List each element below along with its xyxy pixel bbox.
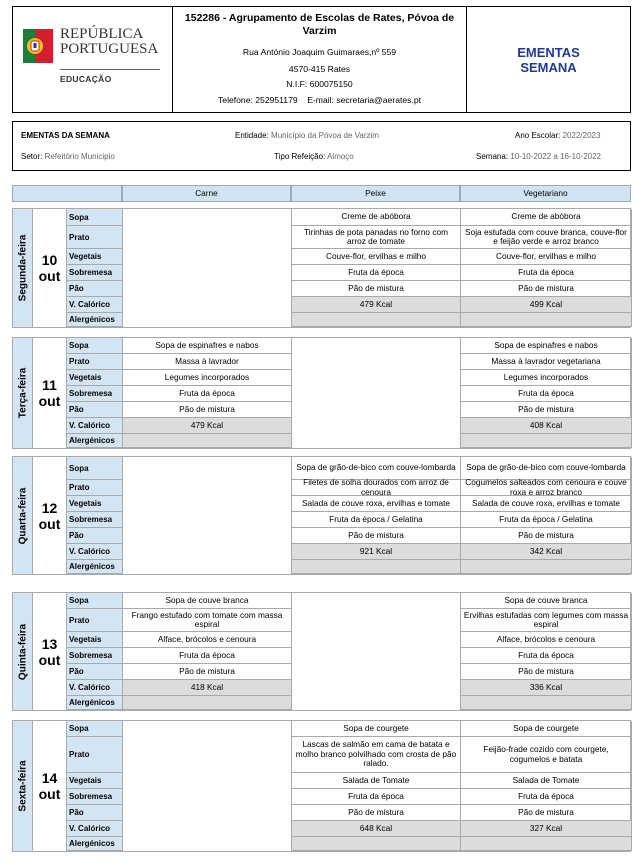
category-label: Pão [67,402,123,418]
menu-cell: Salada de couve roxa, ervilhas e tomate [461,496,632,512]
doc-title-line1: EMENTAS [517,44,580,60]
day-block [12,720,631,852]
category-label: Pão [67,281,123,297]
entidade-label: Entidade: [235,131,269,140]
category-label: Pão [67,805,123,821]
menu-cell: Sopa de espinafres e nabos [461,338,632,354]
category-label: Sobremesa [67,386,123,402]
setor-label: Setor: [21,152,43,161]
day-number: 12 [41,499,58,516]
menu-cell: Alface, brócolos e cenoura [461,632,632,648]
category-label: V. Calórico [67,418,123,434]
menu-cell: Legumes incorporados [461,370,632,386]
col-veg-label: Vegetariano [523,188,568,198]
day-number: 10 [41,252,58,268]
category-label: Alergénicos [67,313,123,327]
day-number: 13 [41,635,58,652]
doc-title-line2: SEMANA [520,59,577,75]
school-name: 152286 - Agrupamento de Escolas de Rates, Póvoa de Varzim [184,12,455,37]
menu-cell: Fruta da época [123,648,292,664]
empty-column [292,593,461,710]
col-peixe-label: Peixe [365,188,386,198]
menu-cell [123,434,292,448]
col-header-vegetariano [460,185,631,202]
menu-cell: 648 Kcal [292,821,461,837]
empty-column [123,721,292,851]
menu-cell: Fruta da época / Gelatina [461,512,632,528]
menu-cell: Pão de mistura [461,805,632,821]
menu-cell: Creme de abóbora [292,209,461,226]
menu-cell: Sopa de grão-de-bico com couve-lombarda [292,457,461,480]
menu-cell: 418 Kcal [123,680,292,696]
menu-cell: 921 Kcal [292,544,461,560]
menu-cell: Pão de mistura [123,402,292,418]
menu-cell: Sopa de couve branca [461,593,632,609]
logo-sub: EDUCAÇÃO [60,74,112,84]
menu-cell [292,313,461,327]
category-label: Sopa [67,593,123,609]
menu-cell [292,560,461,574]
menu-cell: Sopa de espinafres e nabos [123,338,292,354]
menu-cell: Fruta da época [461,386,632,402]
ano-label: Ano Escolar: [515,131,561,140]
col-header-blank [12,185,122,202]
menu-cell: Salada de Tomate [292,773,461,789]
day-month: out [38,651,61,668]
menu-cell: Couve-flor, ervilhas e milho [461,249,632,265]
category-label: Vegetais [67,632,123,648]
menu-cell: Fruta da época [292,265,461,281]
empty-column [123,457,292,574]
day-date [33,593,67,710]
entidade-value: Município da Póvoa de Varzim [271,131,379,140]
menu-cell: Ervilhas estufadas com legumes com massa espiral [461,609,632,632]
empty-column [123,209,292,327]
menu-cell: Pão de mistura [292,805,461,821]
menu-cell: Legumes incorporados [123,370,292,386]
menu-cell: Lascas de salmão em cama de batata e molho branco polvilhado com crosta de pão ralado. [292,737,461,773]
menu-cell [123,696,292,710]
category-label: Vegetais [67,370,123,386]
menu-cell: Salada de couve roxa, ervilhas e tomate [292,496,461,512]
category-label: Sobremesa [67,789,123,805]
menu-cell [461,837,632,851]
menu-cell: Pão de mistura [461,664,632,680]
day-name [13,721,33,851]
menu-cell: Feijão-frade cozido com courgete, cogumelos e batata [461,737,632,773]
category-label: Prato [67,737,123,773]
day-name [13,209,33,327]
category-label: V. Calórico [67,544,123,560]
empty-column [292,338,461,448]
category-label: Sopa [67,338,123,354]
menu-cell: Massa à lavrador [123,354,292,370]
category-label: Pão [67,664,123,680]
category-label: V. Calórico [67,680,123,696]
semana-label: Semana: [476,152,509,161]
logo-line2: PORTUGUESA [60,41,159,57]
menu-cell: Fruta da época [292,789,461,805]
day-name-label: Sexta-feira [17,760,28,812]
menu-cell [292,837,461,851]
menu-cell: 479 Kcal [292,297,461,313]
day-date [33,721,67,851]
doc-title [467,7,630,112]
category-label: Vegetais [67,773,123,789]
menu-cell: Salada de Tomate [461,773,632,789]
category-label: Alergénicos [67,560,123,574]
semana-value: 10-10-2022 a 16-10-2022 [510,152,602,161]
ano-value: 2022/2023 [562,131,601,140]
menu-cell: Sopa de courgete [292,721,461,737]
day-name [13,593,33,710]
menu-cell: Fruta da época [123,386,292,402]
setor-value: Refeitório Municipio [44,152,115,161]
menu-cell: 336 Kcal [461,680,632,696]
menu-cell: Fruta da época / Gelatina [292,512,461,528]
day-date [33,457,67,574]
menu-cell: Creme de abóbora [461,209,632,226]
category-label: Sobremesa [67,512,123,528]
menu-cell: 327 Kcal [461,821,632,837]
category-label: Sopa [67,721,123,737]
menu-cell: Pão de mistura [123,664,292,680]
menu-cell: Fruta da época [461,265,632,281]
info-title: EMENTAS DA SEMANA [21,131,110,140]
menu-cell: Sopa de couve branca [123,593,292,609]
menu-cell [461,434,632,448]
day-name-label: Quinta-feira [17,623,28,680]
day-block [12,337,631,449]
category-label: Prato [67,609,123,632]
menu-cell: Frango estufado com tomate com massa espiral [123,609,292,632]
menu-cell: 408 Kcal [461,418,632,434]
day-name-label: Quarta-feira [17,487,28,544]
menu-cell: Pão de mistura [461,281,632,297]
day-date [33,338,67,448]
category-label: Sopa [67,209,123,226]
category-label: Vegetais [67,249,123,265]
menu-cell: Pão de mistura [461,528,632,544]
menu-cell: Alface, brócolos e cenoura [123,632,292,648]
school-contact: Telefone: 252951179 E-mail: secretaria@aerates.pt [218,95,421,105]
day-name-label: Segunda-feira [17,234,28,302]
category-label: V. Calórico [67,297,123,313]
day-month: out [38,515,61,532]
menu-cell: Cogumelos salteados com cenoura e couve roxa e arroz branco [461,480,632,496]
category-label: Prato [67,226,123,249]
col-carne-label: Carne [195,188,218,198]
menu-cell: Fruta da época [461,789,632,805]
menu-cell: Couve-flor, ervilhas e milho [292,249,461,265]
day-block [12,208,631,328]
day-block [12,456,631,575]
category-label: Sopa [67,457,123,480]
school-nif: N.I.F: 600075150 [286,79,353,89]
category-label: Prato [67,354,123,370]
menu-cell: 479 Kcal [123,418,292,434]
government-logo [13,7,173,112]
menu-cell: Soja estufada com couve branca, couve-flor e feijão verde e arroz branco [461,226,632,249]
logo-line1: REPÚBLICA [60,26,144,42]
menu-cell: Sopa de courgete [461,721,632,737]
menu-cell: Pão de mistura [461,402,632,418]
day-name [13,457,33,574]
day-month: out [38,268,61,284]
menu-cell: 342 Kcal [461,544,632,560]
school-address: Rua António Joaquim Guimaraes,nº 559 [242,47,397,57]
menu-cell: Pão de mistura [292,528,461,544]
day-block [12,592,631,711]
coat-of-arms-icon [23,29,53,63]
category-label: Sobremesa [67,265,123,281]
category-label: V. Calórico [67,821,123,837]
day-month: out [38,393,61,409]
category-label: Alergénicos [67,434,123,448]
menu-cell: Filetes de solha dourados com arroz de cenoura [292,480,461,496]
day-date [33,209,67,327]
menu-cell [461,696,632,710]
school-postcode: 4570-415 Rates [288,64,351,74]
menu-cell: Fruta da época [461,648,632,664]
day-name [13,338,33,448]
tipo-value: Almoço [327,152,354,161]
menu-cell: 499 Kcal [461,297,632,313]
menu-cell: Tirinhas de pota panadas no forno com arroz de tomate [292,226,461,249]
category-label: Prato [67,480,123,496]
menu-cell: Pão de mistura [292,281,461,297]
day-number: 14 [41,770,58,786]
category-label: Vegetais [67,496,123,512]
menu-cell: Massa à lavrador vegetariana [461,354,632,370]
menu-cell [461,313,632,327]
category-label: Sobremesa [67,648,123,664]
day-number: 11 [42,377,57,393]
document-header [12,6,631,113]
col-header-peixe [291,185,460,202]
menu-cell: Sopa de grão-de-bico com couve-lombarda [461,457,632,480]
tipo-label: Tipo Refeição: [274,152,326,161]
category-label: Pão [67,528,123,544]
menu-info [12,121,631,171]
category-label: Alergénicos [67,837,123,851]
col-header-carne [122,185,291,202]
day-month: out [38,786,61,802]
category-label: Alergénicos [67,696,123,710]
day-name-label: Terça-feira [17,367,28,419]
menu-cell [461,560,632,574]
school-info [173,7,467,112]
